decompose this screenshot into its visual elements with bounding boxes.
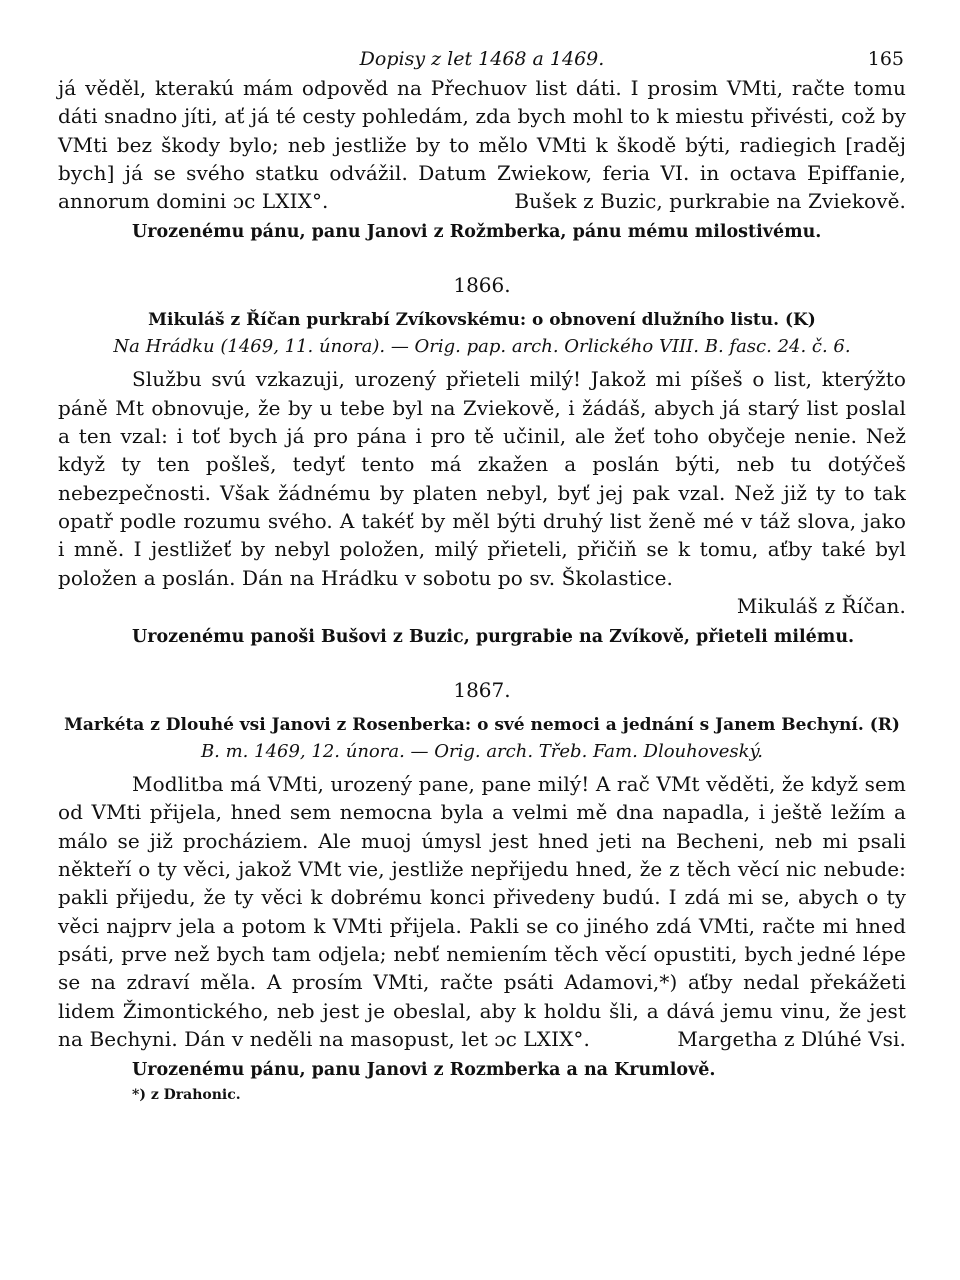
letter-summary: Markéta z Dlouhé vsi Janovi z Rosenberka: o své nemoci a jednání s Janem Bechyní. (R) bbox=[64, 715, 900, 736]
letter-body-text: Službu svú vzkazuji, urozený přieteli milý! Jakož mi píšeš o list, kterýžto páně Mt obnovuje, že by u tebe byl na Zviekově, i žádáš, abych já starý list poslal a ten vzal: i toť bych já pro pána i pro tě učinil, ale žeť toho obyčeje nenie. Než když ty ten pošleš, tedyť tento má zkažen a poslán býti, neb tu dotýčeš nebezpečnosti. Však žádnému by platen nebyl, byť jej pak vzal. Než již ty to tak opatř podle rozumu svého. A takéť by měl býti druhý list ženě mé v táž slova, jako i mně. I jestližeť by nebyl položen, milý přieteli, přičiň se k tomu, aťby také byl položen a poslán. Dán na Hrádku v sobotu po sv. Školastice. bbox=[58, 367, 906, 590]
letter-1866 bbox=[58, 273, 906, 650]
page-number: 165 bbox=[867, 48, 904, 70]
letter-body bbox=[58, 770, 906, 1053]
continuation-body bbox=[58, 74, 906, 215]
footnote: *) z Drahonic. bbox=[132, 1087, 241, 1104]
letter-1867 bbox=[58, 678, 906, 1103]
page bbox=[58, 44, 906, 1103]
letter-signature: Mikuláš z Říčan. bbox=[736, 593, 906, 618]
letter-address: Urozenému pánu, panu Janovi z Rozmberka a na Krumlově. bbox=[132, 1060, 716, 1081]
letter-body-wrap bbox=[58, 365, 906, 620]
continuation-address: Urozenému pánu, panu Janovi z Rožmberka, pánu mému milostivému. bbox=[132, 222, 822, 243]
continuation-letter bbox=[58, 74, 906, 215]
running-title: Dopisy z let 1468 a 1469. bbox=[359, 48, 605, 70]
letter-summary: Mikuláš z Říčan purkrabí Zvíkovskému: o obnovení dlužního listu. (K) bbox=[148, 310, 816, 331]
running-head bbox=[58, 44, 906, 74]
letter-signature: Margetha z Dlúhé Vsi. bbox=[677, 1026, 906, 1051]
letter-source: Na Hrádku (1469, 11. února). — Orig. pap. arch. Orlického VIII. B. fasc. 24. č. 6. bbox=[113, 336, 851, 358]
letter-number: 1867. bbox=[453, 678, 511, 703]
letter-source: B. m. 1469, 12. února. — Orig. arch. Třeb. Fam. Dlouhoveský. bbox=[200, 741, 764, 763]
letter-body-wrap bbox=[58, 770, 906, 1053]
letter-body-text: Modlitba má VMti, urozený pane, pane milý! A rač VMt věděti, že když sem od VMti přijela, hned sem nemocna byla a velmi mě dna napadla, i ještě ležím a málo se již procháziem. Ale muoj úmysl jest hned jeti na Becheni, neb mi psali někteří o ty věci, jakož VMt vie, jestliže nepřijedu hned, že z těch věcí nic nebude: pakli přijedu, že ty věci k dobrému konci přivedeny budú. I zdá mi se, abych o ty věci najprv jela a potom k VMti přijela. Pakli se co jiného zdá VMti, račte mi hned psáti, prve než bych tam odjela; nebť nemiením těch věcí opustiti, bych jedné lépe se na zdraví měla. A prosím VMti, račte psáti Adamovi,*) aťby nedal překážeti lidem Žimontického, neb jest je obeslal, aby k holdu šli, a dává jemu vinu, že jest na Bechyni. Dán v neděli na masopust, let ɔc LXIX°. bbox=[58, 772, 906, 1051]
continuation-signature: Bušek z Buzic, purkrabie na Zviekově. bbox=[514, 189, 906, 214]
continuation-text: já věděl, kterakú mám odpověd na Přechuov list dáti. I prosim VMti, račte tomu dáti snadno jíti, ať já té cesty pohledám, zda bych mohl to k miestu přivésti, což by VMti bez škody bylo; neb jestliže by to mělo VMti k škodě býti, radiegich [raděj bych] já se svého statku odvážil. Datum Zwiekow, feria VI. in octava Epiffanie, annorum domini ɔc LXIX°. bbox=[58, 76, 906, 214]
letter-body bbox=[58, 365, 906, 618]
letter-address: Urozenému panoši Bušovi z Buzic, purgrabie na Zvíkově, přieteli milému. bbox=[132, 627, 855, 648]
letter-number: 1866. bbox=[453, 273, 511, 298]
